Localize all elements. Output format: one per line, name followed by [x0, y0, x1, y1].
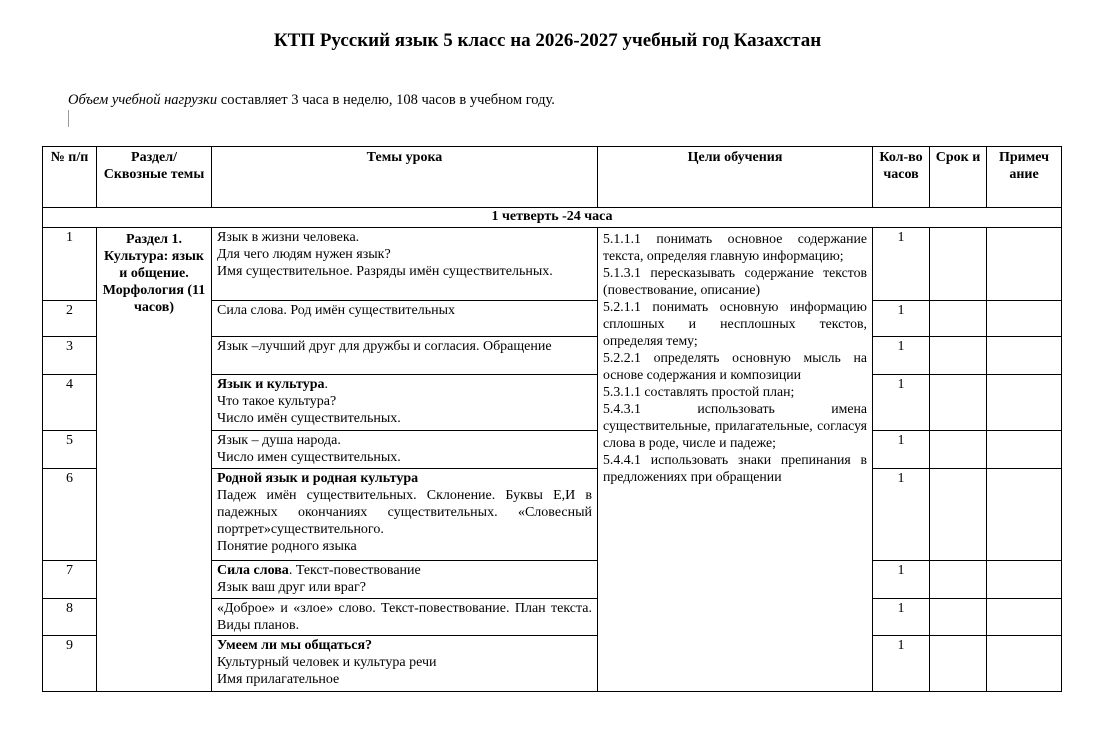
header-goals: Цели обучения [598, 147, 873, 208]
topic-line: Понятие родного языка [217, 539, 357, 554]
topic-cell [212, 599, 598, 636]
hours-cell: 1 [873, 561, 930, 599]
topic-cell [212, 228, 598, 301]
topic-line: Язык – душа народа. [217, 433, 341, 448]
lesson-plan-table [42, 146, 1062, 692]
row-number: 4 [43, 375, 97, 431]
topic-line [217, 637, 592, 654]
hours-cell: 1 [873, 301, 930, 337]
topic-cell [212, 301, 598, 337]
note-cell [987, 228, 1062, 301]
hours-cell: 1 [873, 431, 930, 469]
topic-bold: Язык и культура [217, 377, 325, 392]
topic-bold: Родной язык и родная культура [217, 471, 419, 486]
topic-line [217, 376, 592, 393]
hours-cell: 1 [873, 469, 930, 561]
term-cell [930, 337, 987, 375]
quarter-row [43, 208, 1062, 228]
workload-statement [68, 92, 555, 109]
row-number: 9 [43, 636, 97, 692]
goal-item: 5.2.1.1 понимать основную информацию сплошных и несплошных текстов, определяя тему; [603, 299, 867, 348]
note-cell [987, 599, 1062, 636]
goal-item: 5.4.3.1 использовать имена существительные, прилагательные, согласуя слова в роде, числе и падеже; [603, 401, 867, 450]
goal-item: 5.3.1.1 составлять простой план; [603, 384, 795, 399]
note-cell [987, 337, 1062, 375]
row-number: 2 [43, 301, 97, 337]
topic-bold: Сила слова [217, 563, 289, 578]
goal-item: 5.1.1.1 понимать основное содержание текста, определяя главную информацию; [603, 231, 867, 263]
row-number: 7 [43, 561, 97, 599]
header-hours: Кол-во часов [873, 147, 930, 208]
header-num: № п/п [43, 147, 97, 208]
topic-line [217, 562, 592, 579]
term-cell [930, 375, 987, 431]
topic-line: Падеж имён существительных. Склонение. Буквы Е,И в падежных окончаниях существительных. «Словесный портрет»существительного. [217, 488, 592, 537]
section-cell: Раздел 1. Культура: язык и общение. Морфология (11 часов) [97, 228, 212, 692]
note-cell [987, 375, 1062, 431]
topic-cell [212, 469, 598, 561]
topic-cell [212, 337, 598, 375]
topic-line: Язык ваш друг или враг? [217, 580, 366, 595]
topic-line [217, 470, 592, 487]
row-number: 6 [43, 469, 97, 561]
note-cell [987, 636, 1062, 692]
note-cell [987, 301, 1062, 337]
hours-cell: 1 [873, 599, 930, 636]
header-section: Раздел/ Сквозные темы [97, 147, 212, 208]
topic-line: Имя существительное. Разряды имён существительных. [217, 264, 553, 279]
topic-cell [212, 561, 598, 599]
topic-line: «Доброе» и «злое» слово. Текст-повествование. План текста. Виды планов. [217, 601, 592, 633]
hours-cell: 1 [873, 636, 930, 692]
quarter-label: 1 четверть -24 часа [43, 208, 1062, 228]
topic-line: Язык в жизни человека. [217, 230, 360, 245]
term-cell [930, 599, 987, 636]
topic-line: Число имён существительных. [217, 411, 401, 426]
text-cursor [68, 110, 69, 127]
header-topics: Темы урока [212, 147, 598, 208]
term-cell [930, 469, 987, 561]
topic-line: Язык –лучший друг для дружбы и согласия. Обращение [217, 339, 552, 354]
topic-cell [212, 431, 598, 469]
topic-text: . Текст-повествование [288, 563, 421, 578]
goals-cell [598, 228, 873, 692]
workload-label: Объем учебной нагрузки [68, 92, 218, 108]
row-number: 1 [43, 228, 97, 301]
topic-bold: Умеем ли мы общаться? [217, 638, 373, 653]
goal-item: 5.1.3.1 пересказывать содержание текстов (повествование, описание) [603, 265, 867, 297]
header-term: Срок и [930, 147, 987, 208]
note-cell [987, 469, 1062, 561]
document-title: КТП Русский язык 5 класс на 2026-2027 учебный год Казахстан [273, 30, 822, 51]
term-cell [930, 561, 987, 599]
hours-cell: 1 [873, 337, 930, 375]
topic-cell [212, 636, 598, 692]
header-note: Примеч ание [987, 147, 1062, 208]
topic-line: Сила слова. Род имён существительных [217, 303, 455, 318]
term-cell [930, 431, 987, 469]
hours-cell: 1 [873, 375, 930, 431]
row-number: 5 [43, 431, 97, 469]
header-row [43, 147, 1062, 208]
goal-item: 5.2.2.1 определять основную мысль на основе содержания и композиции [603, 350, 867, 382]
topic-line: Число имен существительных. [217, 450, 401, 465]
hours-cell: 1 [873, 228, 930, 301]
topic-line: Имя прилагательное [217, 672, 340, 687]
note-cell [987, 561, 1062, 599]
term-cell [930, 301, 987, 337]
row-number: 8 [43, 599, 97, 636]
goal-item: 5.4.4.1 использовать знаки препинания в предложениях при обращении [603, 452, 867, 484]
term-cell [930, 228, 987, 301]
topic-line: Культурный человек и культура речи [217, 655, 437, 670]
row-number: 3 [43, 337, 97, 375]
note-cell [987, 431, 1062, 469]
table-row [43, 228, 1062, 301]
topic-cell [212, 375, 598, 431]
term-cell [930, 636, 987, 692]
topic-text: . [324, 377, 329, 392]
workload-text: составляет 3 часа в неделю, 108 часов в учебном году. [217, 92, 555, 108]
topic-line: Что такое культура? [217, 394, 337, 409]
topic-line: Для чего людям нужен язык? [217, 247, 391, 262]
